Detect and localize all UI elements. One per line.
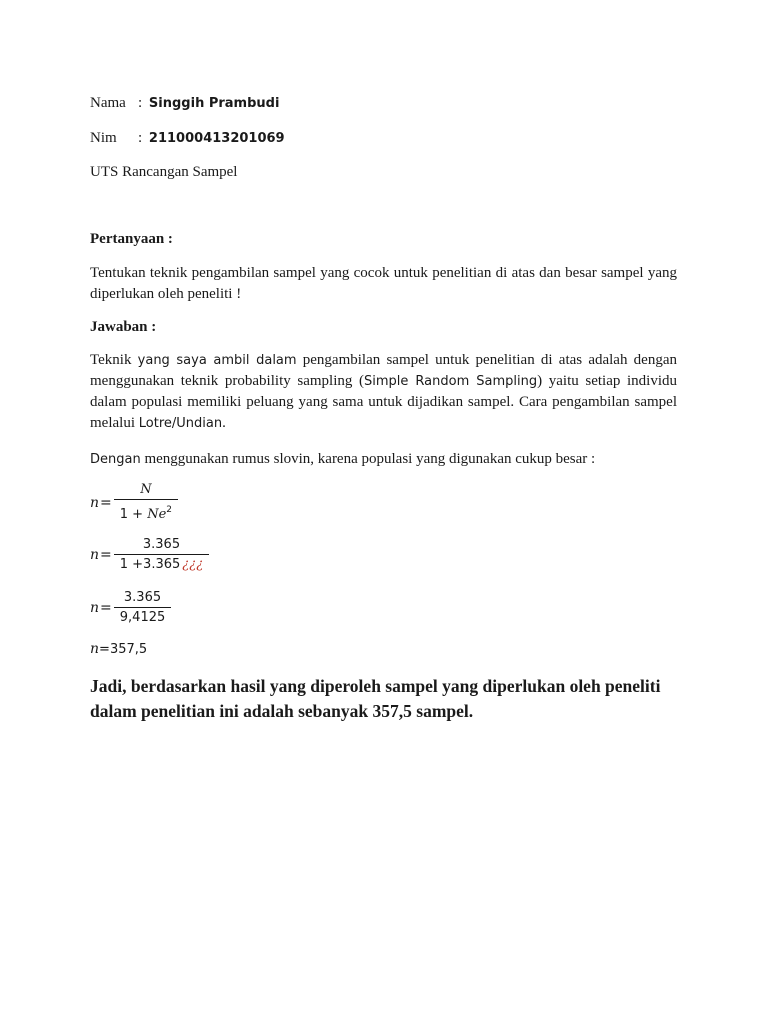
answer-text-part: yang saya ambil dalam — [137, 353, 297, 368]
formula-equals: = — [100, 600, 112, 616]
answer-paragraph — [90, 350, 677, 434]
nim-label: Nim — [90, 130, 117, 146]
answer-text-part: Simple Random Sampling — [364, 374, 538, 389]
formula-lhs: n — [90, 600, 100, 616]
slovin-intro-part: Dengan — [90, 452, 141, 467]
question-text: Tentukan teknik pengambilan sampel yang cocok untuk penelitian di atas dan besar sampel yang diperlukan oleh peneliti ! — [90, 265, 677, 302]
answer-text-part: Teknik — [90, 352, 138, 368]
formula-fraction — [114, 482, 178, 523]
answer-text-part: Lotre/Undian — [138, 416, 223, 431]
name-value: Singgih Prambudi — [148, 96, 280, 111]
nim-value: 211000413201069 — [148, 131, 285, 146]
question-heading: Pertanyaan : — [90, 231, 173, 247]
equation-error-glyphs: ¿¿¿ — [182, 557, 204, 572]
nim-row — [90, 128, 285, 149]
name-row — [90, 93, 279, 114]
formula-equals: = — [99, 642, 110, 657]
answer-text-part: . — [222, 415, 226, 431]
name-separator: : — [138, 95, 143, 111]
fraction-numerator: N — [140, 482, 152, 497]
formula-equals: = — [100, 494, 112, 511]
denominator-part: 1 + — [119, 507, 148, 522]
fraction-denominator — [114, 499, 178, 523]
exponent: 2 — [166, 505, 173, 515]
subject-line: UTS Rancangan Sampel — [90, 164, 238, 180]
answer-text-part: ) yaitu setiap individu dalam populasi memiliki peluang yang sama untuk dijadikan sampel. Cara pengambilan sampel melalui — [90, 373, 677, 431]
answer-text-part: pengambilan sampel untuk penelitian di atas adalah dengan menggunakan teknik probability sampling ( — [90, 352, 677, 389]
formula-lhs: n — [90, 494, 100, 511]
slovin-intro-part: menggunakan rumus slovin, karena populasi yang digunakan cukup besar : — [140, 451, 596, 467]
formula-result — [90, 641, 147, 657]
conclusion-text: Jadi, berdasarkan hasil yang diperoleh sampel yang diperlukan oleh peneliti dalam penelitian ini adalah sebanyak 357,5 sampel. — [90, 676, 661, 721]
slovin-intro — [90, 449, 595, 470]
formula-fraction — [114, 537, 209, 573]
answer-heading: Jawaban : — [90, 319, 157, 335]
denominator-part: 1 +3.365 — [119, 557, 181, 572]
denominator-part: Ne — [147, 507, 167, 522]
formula-fraction — [114, 590, 172, 626]
fraction-denominator: 9,4125 — [114, 607, 172, 626]
fraction-numerator: 3.365 — [123, 590, 162, 605]
formula-simplified — [90, 590, 171, 626]
result-value: 357,5 — [109, 642, 148, 657]
name-label: Nama — [90, 95, 126, 111]
fraction-numerator: 3.365 — [142, 537, 181, 552]
formula-substitution — [90, 537, 209, 573]
formula-lhs: n — [90, 641, 100, 657]
nim-separator: : — [138, 130, 143, 146]
fraction-denominator — [114, 554, 209, 573]
formula-equals: = — [100, 547, 112, 563]
formula-slovin — [90, 482, 178, 523]
formula-lhs: n — [90, 547, 100, 563]
